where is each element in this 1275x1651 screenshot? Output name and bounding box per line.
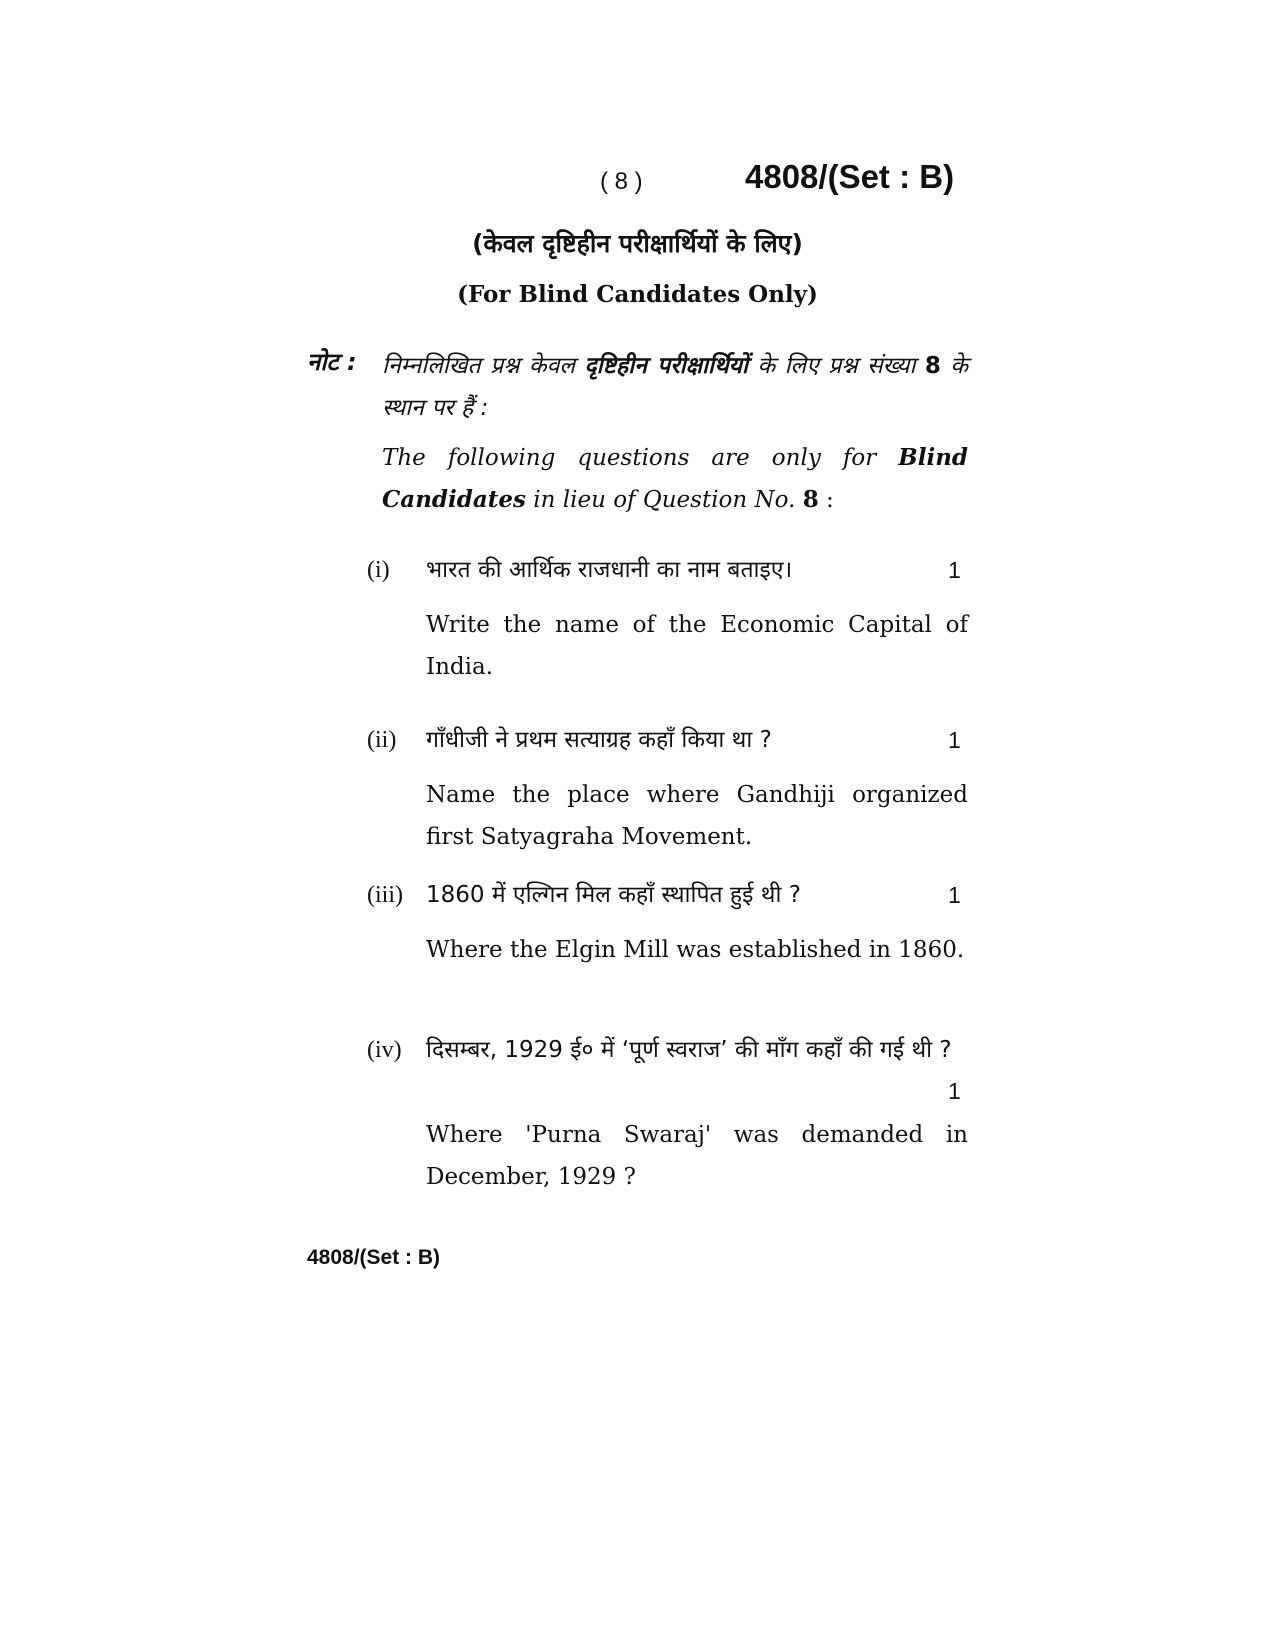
question-english: Where 'Purna Swaraj' was demanded in December, 1929 ? (426, 1122, 968, 1190)
note-english-question-number: 8 (802, 486, 819, 513)
question-english: Where the Elgin Mill was established in 1860. (426, 937, 965, 963)
question-marks: 1 (948, 557, 961, 583)
question-marks: 1 (948, 1078, 961, 1104)
paper-code-header: 4808/(Set : B) (745, 158, 955, 195)
question-number: (i) (367, 557, 390, 583)
question-hindi: 1860 में एल्गिन मिल कहाँ स्थापित हुई थी ? (426, 882, 801, 908)
question-hindi: दिसम्बर, 1929 ई० में ‘पूर्ण स्वराज’ की माँग कहाँ की गई थी ? (426, 1037, 952, 1063)
page-number: ( 8 ) (600, 168, 643, 195)
question-number: (ii) (367, 727, 397, 753)
title-english: (For Blind Candidates Only) (457, 281, 818, 308)
note-english-emphasis: Blind Candidates (382, 444, 968, 513)
note-english: The following questions are only for Blind Candidates in lieu of Question No. 8 : (382, 444, 968, 513)
note-hindi-question-number: 8 (924, 353, 941, 379)
question-hindi: गाँधीजी ने प्रथम सत्याग्रह कहाँ किया था ? (426, 727, 772, 753)
note-hindi: निम्नलिखित प्रश्न केवल दृष्टिहीन परीक्षार्थियों के लिए प्रश्न संख्या 8 के स्थान पर हैं : (382, 353, 969, 421)
note-hindi-emphasis: दृष्टिहीन परीक्षार्थियों (584, 353, 748, 379)
question-marks: 1 (948, 727, 961, 753)
paper-code-footer: 4808/(Set : B) (307, 1246, 441, 1269)
question-english: Write the name of the Economic Capital of India. (426, 612, 968, 680)
title-hindi: (केवल दृष्टिहीन परीक्षार्थियों के लिए) (472, 229, 803, 258)
question-number: (iii) (367, 882, 403, 908)
question-marks: 1 (948, 882, 961, 908)
question-hindi: भारत की आर्थिक राजधानी का नाम बताइए। (426, 557, 793, 583)
note-label: नोट : (307, 348, 357, 376)
question-english: Name the place where Gandhiji organized first Satyagraha Movement. (426, 782, 968, 850)
question-number: (iv) (367, 1037, 402, 1063)
